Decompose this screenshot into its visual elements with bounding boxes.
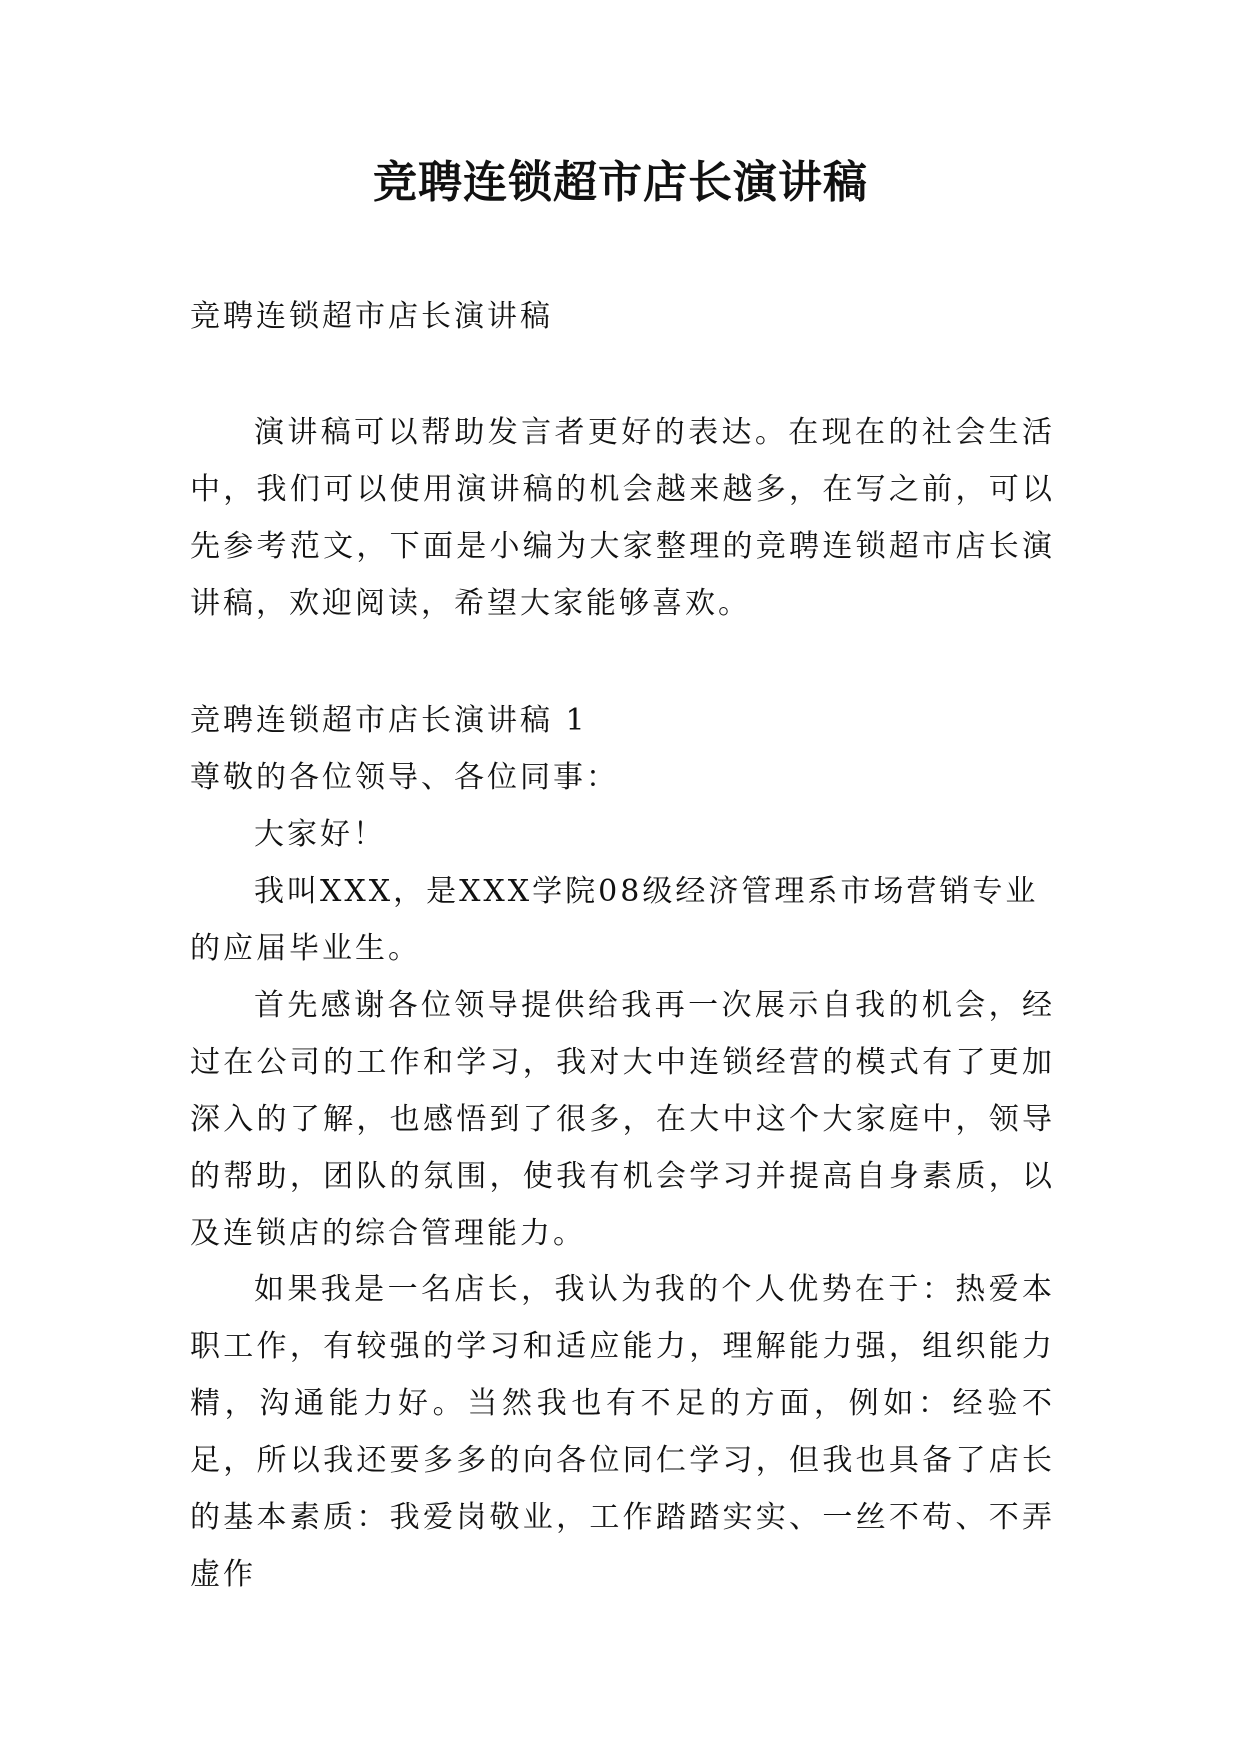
section-heading: 竞聘连锁超市店长演讲稿 1 [190, 703, 588, 738]
self-introduction-paragraph: 我叫XXX，是XXX学院08级经济管理系市场营销专业的应届毕业生。 [190, 874, 1039, 966]
document-subtitle: 竞聘连锁超市店长演讲稿 [190, 299, 553, 334]
intro-paragraph: 演讲稿可以帮助发言者更好的表达。在现在的社会生活中，我们可以使用演讲稿的机会越来越多，在写之前，可以先参考范文，下面是小编为大家整理的竞聘连锁超市店长演讲稿，欢迎阅读，希望大家能够喜欢。 [190, 415, 1055, 621]
document-title: 竞聘连锁超市店长演讲稿 [373, 157, 868, 208]
salutation: 尊敬的各位领导、各位同事： [190, 760, 619, 795]
thanks-paragraph: 首先感谢各位领导提供给我再一次展示自我的机会，经过在公司的工作和学习，我对大中连锁经营的模式有了更加深入的了解，也感悟到了很多，在大中这个大家庭中，领导的帮助，团队的氛围，使我有机会学习并提高自身素质，以及连锁店的综合管理能力。 [190, 988, 1055, 1251]
greeting: 大家好！ [254, 817, 386, 852]
advantage-paragraph: 如果我是一名店长，我认为我的个人优势在于：热爱本职工作，有较强的学习和适应能力，理解能力强，组织能力精，沟通能力好。当然我也有不足的方面，例如：经验不足，所以我还要多多的向各位同仁学习，但我也具备了店长的基本素质：我爱岗敬业，工作踏踏实实、一丝不苟、不弄虚作 [190, 1272, 1055, 1592]
